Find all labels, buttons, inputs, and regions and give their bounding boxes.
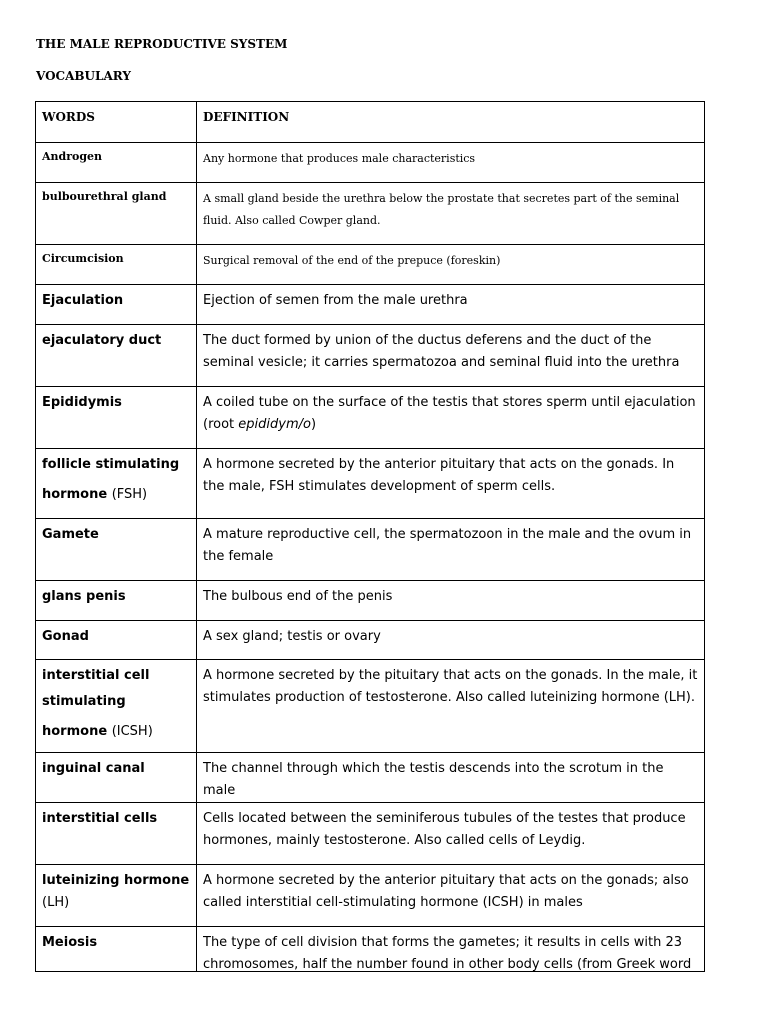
definition-cell: The channel through which the testis descends into the scrotum in the male — [197, 753, 705, 803]
table-row — [36, 143, 705, 183]
word-cell: luteinizing hormone (LH) — [36, 865, 197, 927]
word-cell: Meiosis — [36, 927, 197, 972]
header-definition: DEFINITION — [197, 102, 705, 143]
definition-cell: Ejection of semen from the male urethra — [197, 285, 705, 325]
word-cell: interstitial cells — [36, 803, 197, 865]
table-row — [36, 285, 705, 325]
definition-cell: A hormone secreted by the anterior pituitary that acts on the gonads. In the male, FSH stimulates development of sperm cells. — [197, 449, 705, 519]
table-row — [36, 519, 705, 581]
word-cell: Gonad — [36, 621, 197, 660]
word-cell: Androgen — [36, 143, 197, 183]
definition-cell: The duct formed by union of the ductus deferens and the duct of the seminal vesicle; it carries spermatozoa and seminal fluid into the urethra — [197, 325, 705, 387]
table-header-row — [36, 102, 705, 143]
word-cell: Epididymis — [36, 387, 197, 449]
definition-cell: A hormone secreted by the anterior pituitary that acts on the gonads; also called interstitial cell-stimulating hormone (ICSH) in males — [197, 865, 705, 927]
word-cell: bulbourethral gland — [36, 183, 197, 245]
table-row — [36, 245, 705, 285]
table-row — [36, 449, 705, 519]
table-row — [36, 803, 705, 865]
definition-cell: A mature reproductive cell, the spermatozoon in the male and the ovum in the female — [197, 519, 705, 581]
word-cell: interstitial cell stimulating hormone (ICSH) — [36, 660, 197, 753]
word-cell: Ejaculation — [36, 285, 197, 325]
table-row — [36, 753, 705, 803]
definition-cell: A sex gland; testis or ovary — [197, 621, 705, 660]
definition-cell: A small gland beside the urethra below the prostate that secretes part of the seminal fluid. Also called Cowper gland. — [197, 183, 705, 245]
vocabulary-table — [35, 101, 705, 972]
table-row — [36, 927, 705, 972]
definition-cell: A coiled tube on the surface of the testis that stores sperm until ejaculation (root epididym/o) — [197, 387, 705, 449]
definition-cell: A hormone secreted by the pituitary that acts on the gonads. In the male, it stimulates production of testosterone. Also called luteinizing hormone (LH). — [197, 660, 705, 753]
document-title: THE MALE REPRODUCTIVE SYSTEM — [36, 37, 288, 51]
table-row — [36, 325, 705, 387]
definition-cell: Cells located between the seminiferous tubules of the testes that produce hormones, mainly testosterone. Also called cells of Leydig. — [197, 803, 705, 865]
word-cell: inguinal canal — [36, 753, 197, 803]
word-cell: Circumcision — [36, 245, 197, 285]
word-cell: Gamete — [36, 519, 197, 581]
definition-cell: Surgical removal of the end of the prepuce (foreskin) — [197, 245, 705, 285]
definition-cell: Any hormone that produces male characteristics — [197, 143, 705, 183]
table-row — [36, 581, 705, 621]
definition-cell: The bulbous end of the penis — [197, 581, 705, 621]
table-row — [36, 387, 705, 449]
table-row — [36, 621, 705, 660]
word-cell: glans penis — [36, 581, 197, 621]
table-row — [36, 865, 705, 927]
header-words: WORDS — [36, 102, 197, 143]
table-row — [36, 183, 705, 245]
document-subtitle: VOCABULARY — [36, 69, 131, 83]
word-cell: ejaculatory duct — [36, 325, 197, 387]
definition-cell: The type of cell division that forms the gametes; it results in cells with 23 chromosomes, half the number found in other body cells (from Greek word — [197, 927, 705, 972]
word-cell: follicle stimulating hormone (FSH) — [36, 449, 197, 519]
table-row — [36, 660, 705, 753]
